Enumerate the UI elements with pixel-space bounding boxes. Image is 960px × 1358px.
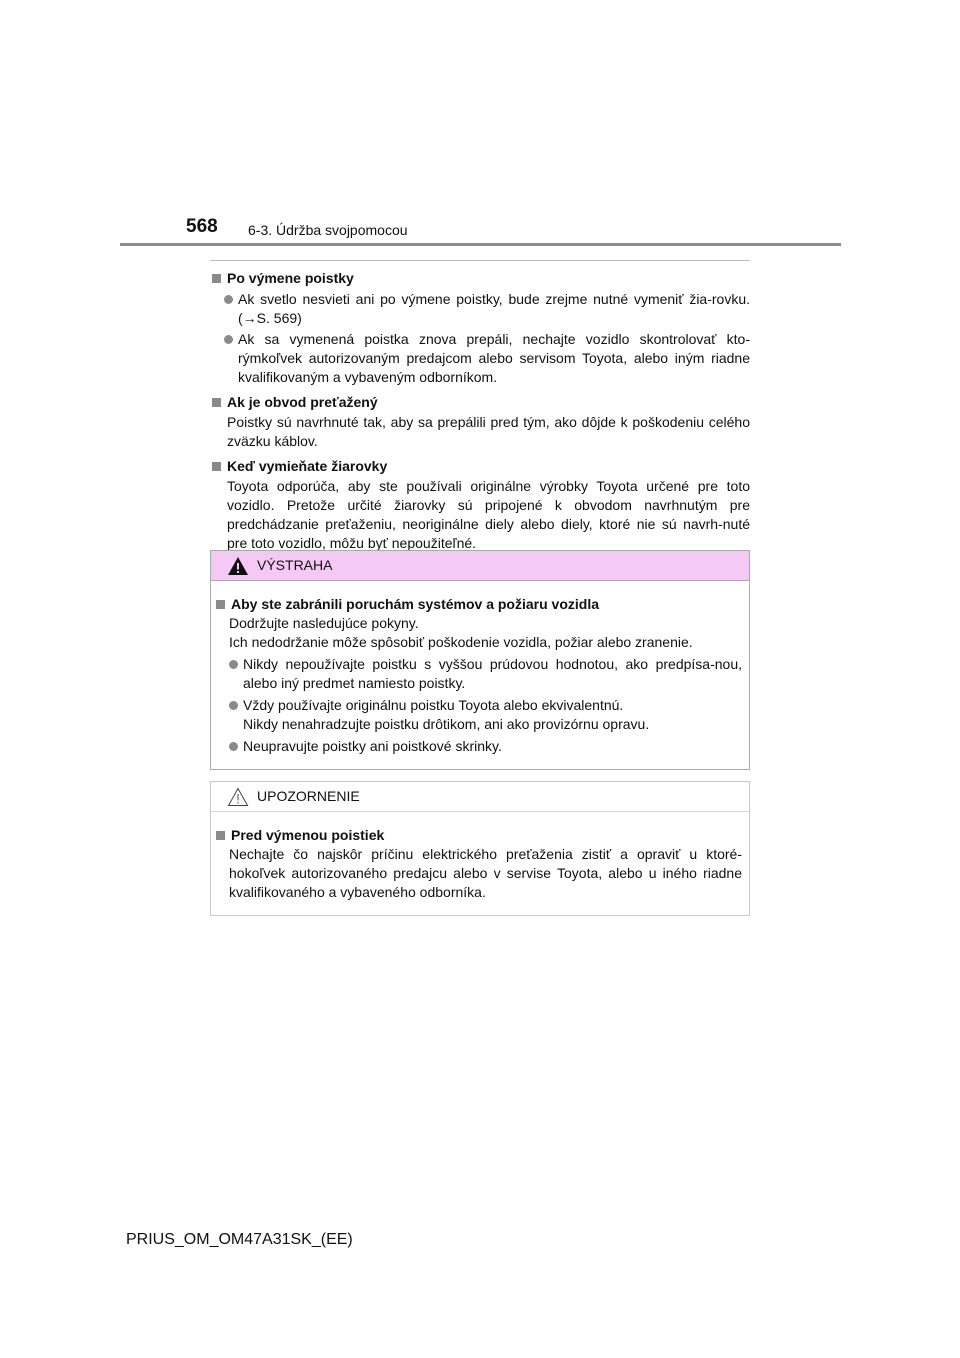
dot-bullet-icon: [229, 742, 238, 751]
warning-box-body: [211, 581, 749, 756]
document-id: PRIUS_OM_OM47A31SK_(EE): [126, 1231, 353, 1248]
dot-bullet-icon: [229, 701, 238, 710]
dot-bullet-icon: [224, 335, 233, 344]
section-title: 6-3. Údržba svojpomocou: [248, 222, 408, 238]
warning-box: [210, 550, 750, 770]
notice-heading: [216, 826, 742, 845]
list-item-line: Vždy používajte originálnu poistku Toyota alebo ekvivalentnú.: [243, 697, 624, 713]
dot-bullet-icon: [229, 660, 238, 669]
warning-triangle-filled-icon: [227, 556, 249, 576]
notice-heading-text: Pred výmenou poistiek: [231, 827, 385, 843]
list-item: [216, 696, 742, 734]
warning-heading: [216, 595, 742, 614]
section-heading-text: Ak je obvod preťažený: [227, 394, 378, 410]
notice-label: UPOZORNENIE: [257, 788, 360, 804]
list-item: [210, 290, 750, 328]
list-item: [216, 655, 742, 693]
warning-intro-line: Dodržujte nasledujúce pokyny.: [229, 615, 419, 631]
section-after-fuse-replacement: [210, 269, 750, 387]
square-bullet-icon: [216, 831, 225, 840]
notice-box-body: [211, 812, 749, 902]
warning-intro: [216, 614, 742, 652]
list-item-text: Nikdy nepoužívajte poistku s vyššou prúdovou hodnotou, ako predpísa-nou, alebo iný predmet namiesto poistky.: [243, 656, 742, 691]
notice-box: [210, 781, 750, 916]
notice-box-header: [211, 782, 749, 812]
square-bullet-icon: [212, 462, 221, 471]
section-heading-text: Keď vymieňate žiarovky: [227, 458, 388, 474]
list-item-text: Neupravujte poistky ani poistkové skrinky.: [243, 738, 502, 754]
section-heading: [210, 457, 750, 476]
page-number: 568: [186, 216, 218, 237]
list-item: [216, 737, 742, 756]
list-item-line: Nikdy nenahradzujte poistku drôtikom, ani ako provizórnu opravu.: [243, 716, 650, 732]
section-heading: [210, 269, 750, 288]
section-heading: [210, 393, 750, 412]
header-rule: [120, 243, 841, 246]
section-paragraph: Toyota odporúča, aby ste používali originálne výrobky Toyota určené pre toto vozidlo. Pretože určité žiarovky sú pripojené k obvodom navrhnutým pre predchádzanie preťaženiu, neoriginálne diely alebo diely, ktoré nie sú navrh-nuté pre toto vozidlo, môžu byť nepoužiteľné.: [227, 478, 750, 551]
section-circuit-overloaded: [210, 393, 750, 451]
list-item-text: [243, 696, 649, 734]
main-content: [210, 260, 750, 559]
warning-triangle-outline-icon: [227, 787, 249, 807]
section-heading-text: Po výmene poistky: [227, 270, 354, 286]
warning-heading-text: Aby ste zabránili poruchám systémov a požiaru vozidla: [231, 596, 599, 612]
section-paragraph: Poistky sú navrhnuté tak, aby sa prepálili pred tým, ako dôjde k poškodeniu celého zväzku káblov.: [227, 414, 750, 449]
square-bullet-icon: [212, 274, 221, 283]
dot-bullet-icon: [224, 295, 233, 304]
list-item: [210, 330, 750, 387]
warning-box-header: [211, 551, 749, 581]
square-bullet-icon: [212, 398, 221, 407]
notice-paragraph: Nechajte čo najskôr príčinu elektrického preťaženia zistiť a opraviť u ktoré-hokoľvek autorizovaného predajcu alebo v servise Toyota, alebo u iného riadne kvalifikovaného a vybaveného odborníka.: [229, 846, 742, 900]
square-bullet-icon: [216, 600, 225, 609]
warning-intro-line: Ich nedodržanie môže spôsobiť poškodenie vozidla, požiar alebo zranenie.: [229, 634, 693, 650]
warning-label: VÝSTRAHA: [257, 557, 333, 573]
section-replacing-bulbs: [210, 457, 750, 553]
list-item-text: Ak svetlo nesvieti ani po výmene poistky, bude zrejme nutné vymeniť žia-rovku. (→S. 569): [238, 291, 750, 326]
list-item-text: Ak sa vymenená poistka znova prepáli, nechajte vozidlo skontrolovať kto-rýmkoľvek autorizovaným predajcom alebo servisom Toyota, alebo iným riadne kvalifikovaným a vybaveným odborníkom.: [238, 331, 750, 385]
